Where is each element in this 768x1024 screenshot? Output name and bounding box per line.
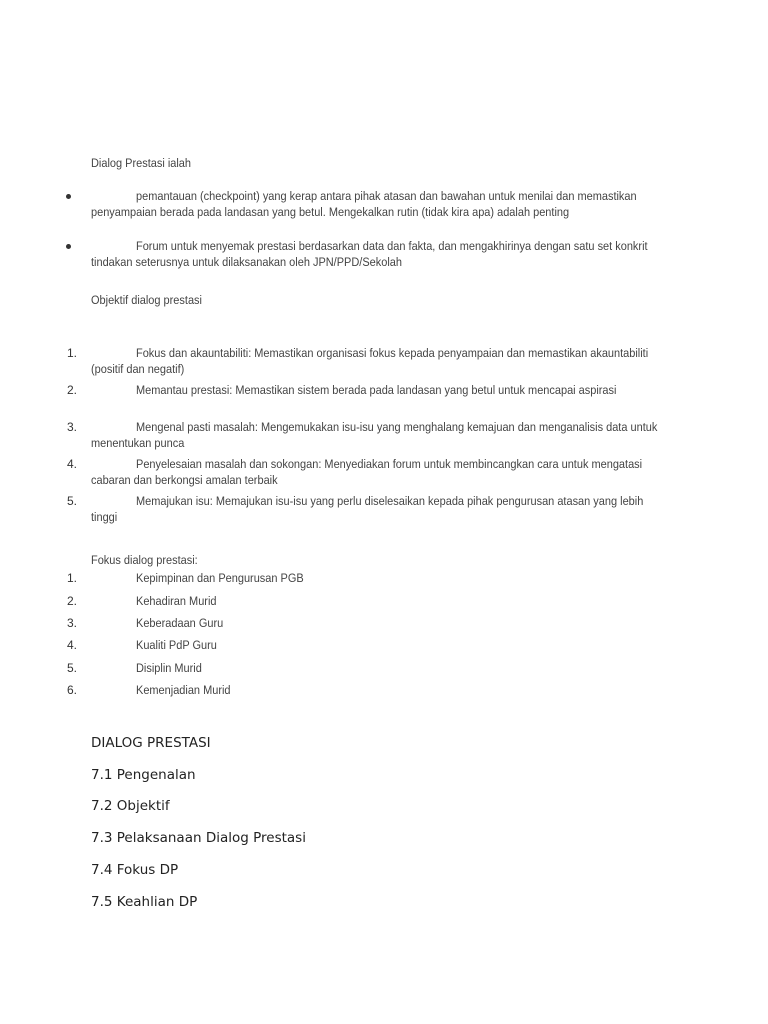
intro-bullet-item <box>91 189 663 220</box>
list-marker: 6. <box>67 683 78 697</box>
objective-item <box>91 457 663 488</box>
intro-bullet-text: pemantauan (checkpoint) yang kerap antara pihak atasan dan bawahan untuk menilai dan memastikan penyampaian berada pada landasan yang betul. Mengekalkan rutin (tidak kira apa) adalah penting <box>91 189 637 219</box>
objective-text: Penyelesaian masalah dan sokongan: Menyediakan forum untuk membincangkan cara untuk mengatasi cabaran dan berkongsi amalan terbaik <box>91 457 643 487</box>
intro-heading: Dialog Prestasi ialah <box>91 156 191 170</box>
focus-item <box>91 616 631 632</box>
focus-text: Disiplin Murid <box>136 661 202 675</box>
bullet-dot <box>66 244 71 249</box>
toc-title: DIALOG PRESTASI <box>91 735 211 751</box>
toc-entry: 7.2 Objektif <box>91 798 170 814</box>
toc-entry: 7.4 Fokus DP <box>91 862 179 878</box>
objective-item <box>91 346 663 377</box>
focus-text: Kemenjadian Murid <box>136 683 231 697</box>
list-marker: 4. <box>67 638 78 652</box>
list-marker: 4. <box>67 457 78 471</box>
focus-text: Kehadiran Murid <box>136 594 217 608</box>
list-marker: 2. <box>67 594 78 608</box>
objectives-heading: Objektif dialog prestasi <box>91 293 202 307</box>
focus-item <box>91 683 631 699</box>
list-marker: 5. <box>67 494 78 508</box>
bullet-dot <box>66 194 71 199</box>
list-marker: 1. <box>67 571 78 585</box>
list-marker: 5. <box>67 661 78 675</box>
list-marker: 3. <box>67 616 78 630</box>
list-marker: 2. <box>67 383 78 397</box>
toc-entry: 7.3 Pelaksanaan Dialog Prestasi <box>91 830 306 846</box>
objective-item <box>91 420 663 451</box>
objective-item <box>91 383 663 399</box>
toc-entry: 7.5 Keahlian DP <box>91 894 198 910</box>
list-marker: 3. <box>67 420 78 434</box>
intro-bullet-text: Forum untuk menyemak prestasi berdasarkan data dan fakta, dan mengakhirinya dengan satu set konkrit tindakan seterusnya untuk dilaksanakan oleh JPN/PPD/Sekolah <box>91 239 648 269</box>
intro-bullet-item <box>91 239 663 270</box>
focus-item <box>91 661 631 677</box>
objective-item <box>91 494 663 525</box>
focus-text: Kepimpinan dan Pengurusan PGB <box>136 571 304 585</box>
focus-text: Keberadaan Guru <box>136 616 224 630</box>
focus-item <box>91 638 631 654</box>
toc-entry: 7.1 Pengenalan <box>91 767 196 783</box>
objective-text: Memajukan isu: Memajukan isu-isu yang perlu diselesaikan kepada pihak pengurusan atasan yang lebih tinggi <box>91 494 644 524</box>
objective-text: Memantau prestasi: Memastikan sistem berada pada landasan yang betul untuk mencapai aspirasi <box>136 383 617 397</box>
focus-item <box>91 594 631 610</box>
objective-text: Mengenal pasti masalah: Mengemukakan isu-isu yang menghalang kemajuan dan menganalisis data untuk menentukan punca <box>91 420 658 450</box>
focus-heading: Fokus dialog prestasi: <box>91 553 198 567</box>
list-marker: 1. <box>67 346 78 360</box>
objective-text: Fokus dan akauntabiliti: Memastikan organisasi fokus kepada penyampaian dan memastikan akauntabiliti (positif dan negatif) <box>91 346 649 376</box>
focus-item <box>91 571 631 587</box>
focus-text: Kualiti PdP Guru <box>136 638 217 652</box>
